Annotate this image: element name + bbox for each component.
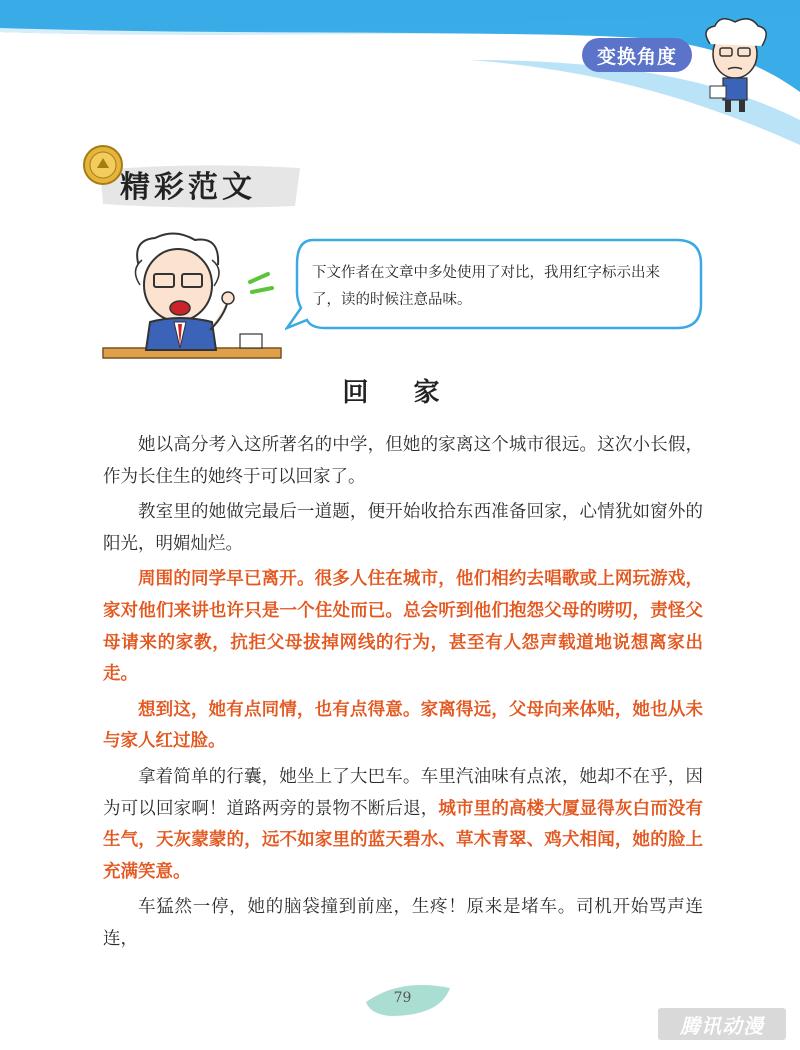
paragraph-text: 拿着简单的行囊，她坐上了大巴车。车里汽油味有点浓，她却不在乎，因为可以回家啊！道路两旁的景物不断后退， [103, 766, 703, 819]
highlighted-text: 城市里的高楼大厦显得灰白而没有生气，天灰蒙蒙的，远不如家里的蓝天碧水、草木青翠、鸡犬相闻，她的脸上充满笑意。 [103, 798, 704, 882]
paragraph-3 [103, 564, 703, 690]
essay-title: 回 家 [342, 378, 458, 408]
bubble-text: 下文作者在文章中多处使用了对比，我用红字标示出来了，读的时候注意品味。 [312, 265, 660, 308]
coin-badge-icon [82, 144, 124, 186]
page-number: 79 [393, 990, 412, 1006]
paragraph-1 [103, 430, 703, 493]
paragraph-4 [103, 695, 703, 758]
highlighted-text: 周围的同学早已离开。很多人住在城市，他们相约去唱歌或上网玩游戏，家对他们来讲也许只是一个住处而已。总会听到他们抱怨父母的唠叨，责怪父母请来的家教，抗拒父母拔掉网线的行为，甚至有人怨声载道地说想离家出走。 [103, 569, 703, 685]
highlighted-text: 想到这，她有点同情，也有点得意。家离得远，父母向来体贴，她也从未与家人红过脸。 [103, 699, 703, 752]
paragraph-5 [103, 762, 703, 888]
section-heading: 精彩范文 [120, 170, 256, 205]
section-tag: 变换角度 [582, 38, 692, 72]
paragraph-text: 教室里的她做完最后一道题，便开始收拾东西准备回家，心情犹如窗外的阳光，明媚灿烂。 [103, 502, 703, 554]
professor-cartoon-icon [100, 230, 285, 365]
header-wave [0, 0, 800, 150]
paragraph-2 [103, 497, 703, 560]
paragraph-text: 车猛然一停，她的脑袋撞到前座，生疼！原来是堵车。司机开始骂声连连， [103, 897, 703, 949]
paragraph-6 [103, 892, 703, 955]
watermark-logo: 腾讯动漫 [658, 1008, 786, 1040]
essay-body [103, 430, 703, 960]
paragraph-text: 她以高分考入这所著名的中学，但她的家离这个城市很远。这次小长假，作为长住生的她终于可以回家了。 [103, 435, 703, 487]
professor-mini-icon [690, 14, 780, 114]
